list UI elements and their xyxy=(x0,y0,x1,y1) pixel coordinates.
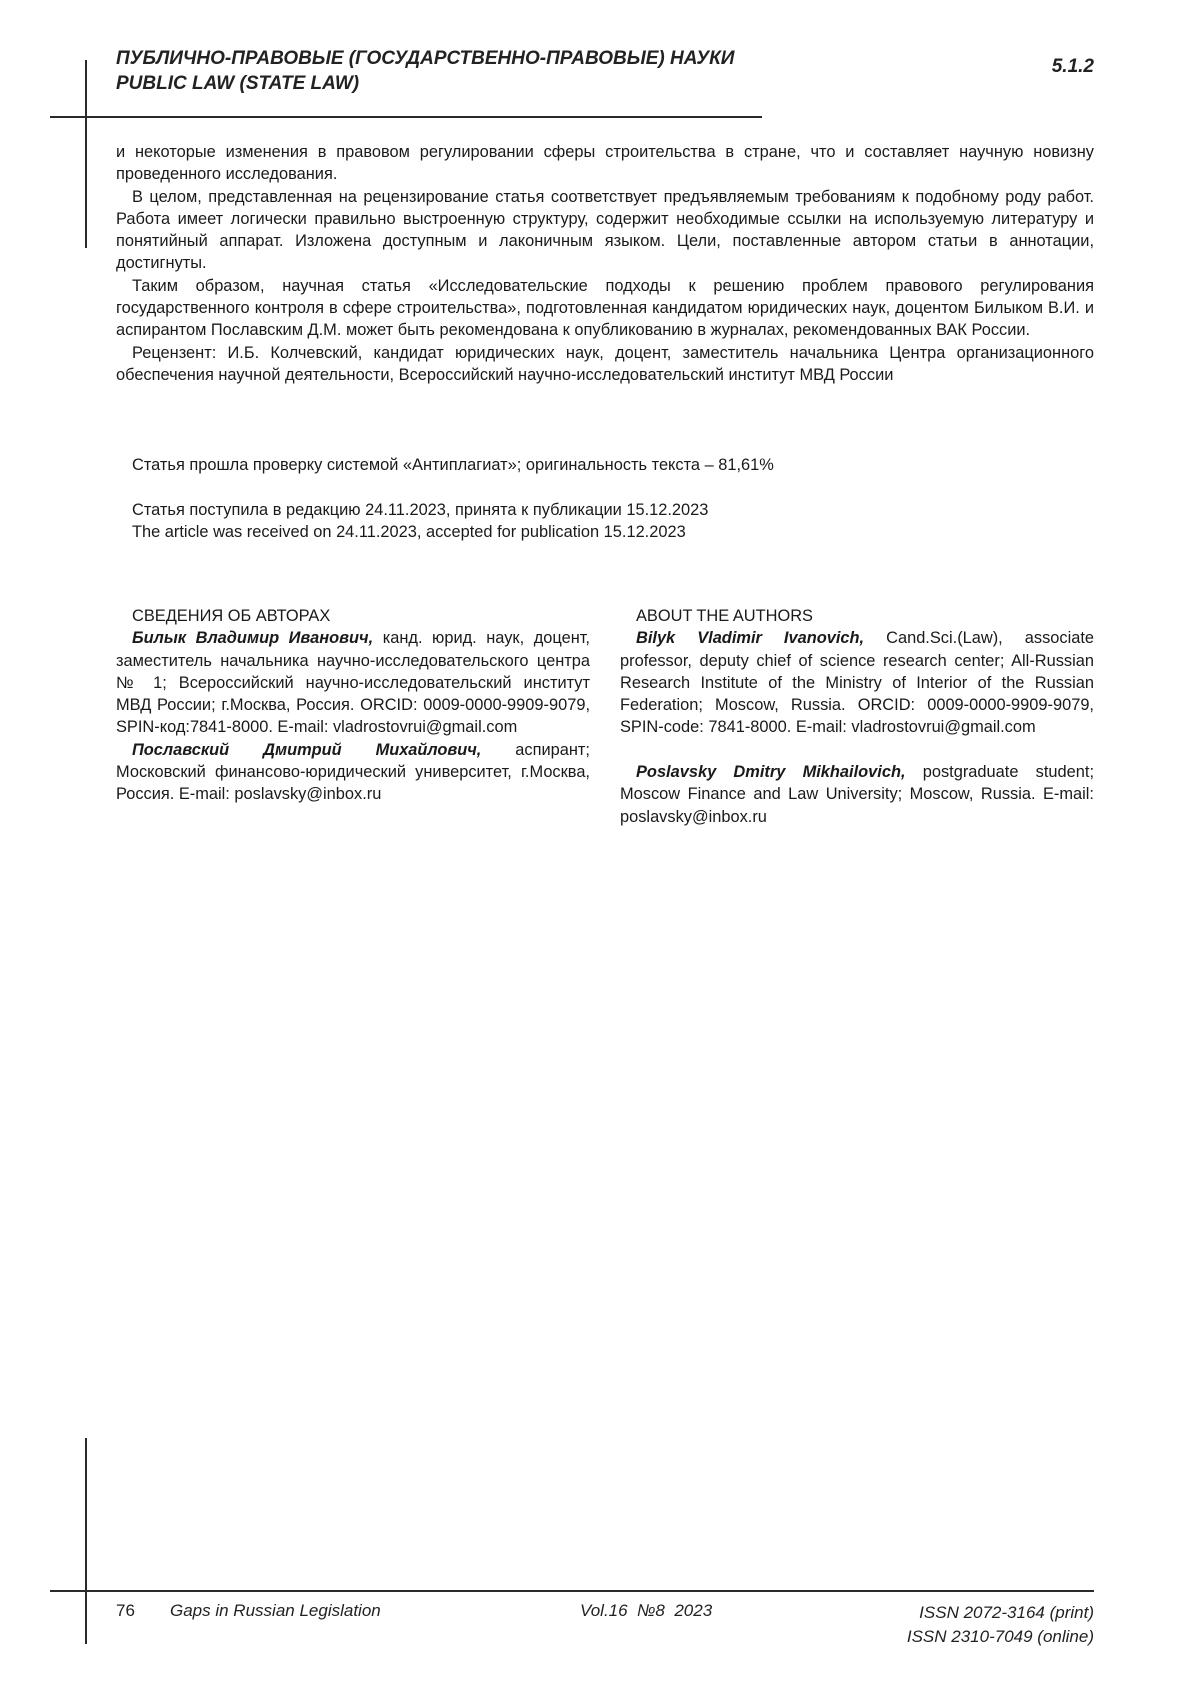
body-paragraph: Таким образом, научная статья «Исследовательские подходы к решению проблем правового регулирования государственного контроля в сфере строительства», подготовленная кандидатом юридических наук, доцентом Билыком В.И. и аспирантом Пославским Д.М. может быть рекомендована к опубликованию в журналах, рекомендованных ВАК России. xyxy=(116,276,1094,340)
running-header xyxy=(116,46,816,96)
body-paragraph: и некоторые изменения в правовом регулировании сферы строительства в стране, что и составляет научную новизну проведенного исследования. xyxy=(116,143,1094,184)
journal-name: Gaps in Russian Legislation xyxy=(170,1601,381,1620)
section-code: 5.1.2 xyxy=(1051,56,1094,77)
received-note-ru: Статья поступила в редакцию 24.11.2023, принята к публикации 15.12.2023 xyxy=(132,501,709,519)
issn-online: ISSN 2310-7049 (online) xyxy=(906,1627,1094,1646)
authors-ru-title: СВЕДЕНИЯ ОБ АВТОРАХ xyxy=(132,607,331,625)
author-details: аспирант; Московский финансово-юридический университет, г.Москва, Россия. E-mail: poslavsky@inbox.ru xyxy=(116,740,590,804)
spacer xyxy=(620,739,1094,761)
header-horizontal-rule xyxy=(50,116,762,118)
review-body xyxy=(116,141,1094,386)
authors-en-title: ABOUT THE AUTHORS xyxy=(636,607,813,625)
footer-horizontal-rule xyxy=(50,1590,1094,1592)
author-entry xyxy=(116,627,590,738)
author-entry xyxy=(620,627,1094,738)
received-note-en: The article was received on 24.11.2023, accepted for publication 15.12.2023 xyxy=(132,523,686,541)
header-title-en: PUBLIC LAW (STATE LAW) xyxy=(116,73,360,94)
authors-en-column xyxy=(620,605,1094,828)
page-number: 76 xyxy=(116,1601,135,1620)
author-name: Poslavsky Dmitry Mikhailovich, xyxy=(636,763,906,782)
author-entry xyxy=(620,761,1094,828)
author-name: Bilyk Vladimir Ivanovich, xyxy=(636,629,865,648)
author-details: postgraduate student; Moscow Finance and Law University; Moscow, Russia. E-mail: poslavsky@inbox.ru xyxy=(620,763,1094,826)
issn-print: ISSN 2072-3164 (print) xyxy=(919,1603,1094,1622)
author-name: Пославский Дмитрий Михайлович, xyxy=(132,740,482,759)
issn-block xyxy=(907,1601,1094,1649)
author-details: Cand.Sci.(Law), associate professor, deputy chief of science research center; All-Russian Research Institute of the Ministry of Interior of the Russian Federation; Moscow, Russia. ORCID: 0009-0000-9909-9079, SPIN-code: 7841-8000. E-mail: vladrostovrui@gmail.com xyxy=(620,629,1095,737)
reviewer-paragraph: Рецензент: И.Б. Колчевский, кандидат юридических наук, доцент, заместитель начальника Центра организационного обеспечения научной деятельности, Всероссийский научно-исследовательский институт МВД России xyxy=(116,343,1094,384)
author-name: Билык Владимир Иванович, xyxy=(132,629,374,648)
antiplagiat-note: Статья прошла проверку системой «Антиплагиат»; оригинальность текста – 81,61% xyxy=(132,456,774,474)
journal-volume: Vol.16 №8 2023 xyxy=(580,1601,713,1620)
header-title-ru: ПУБЛИЧНО-ПРАВОВЫЕ (ГОСУДАРСТВЕННО-ПРАВОВЫЕ) НАУКИ xyxy=(116,48,735,69)
body-paragraph: В целом, представленная на рецензирование статья соответствует предъявляемым требованиям к подобному роду работ. Работа имеет логически правильно выстроенную структуру, содержит необходимые ссылки на используемую литературу и понятийный аппарат. Изложена доступным и лаконичным языком. Цели, поставленные автором статьи в аннотации, достигнуты. xyxy=(116,187,1094,273)
footer-vertical-rule xyxy=(85,1438,87,1644)
header-vertical-rule xyxy=(85,60,87,248)
author-entry xyxy=(116,739,590,806)
authors-ru-column xyxy=(116,605,590,806)
author-details: канд. юрид. наук, доцент, заместитель начальника научно-исследовательского центра № 1; Всероссийский научно-исследовательский институт МВД России; г.Москва, Россия. ORCID: 0009-0000-9909-9079, SPIN-код:7841-8000. E-mail: vladrostovrui@gmail.com xyxy=(116,629,590,737)
